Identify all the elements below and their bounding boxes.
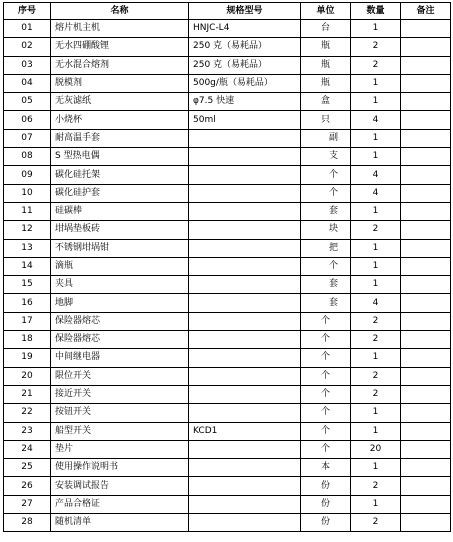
cell-unit: 个 — [301, 331, 351, 349]
cell-spec — [189, 257, 301, 275]
cell-no: 08 — [4, 148, 51, 166]
cell-note — [401, 148, 451, 166]
cell-qty: 2 — [351, 385, 401, 403]
cell-note — [401, 276, 451, 294]
cell-note — [401, 514, 451, 532]
cell-no: 10 — [4, 184, 51, 202]
cell-note — [401, 20, 451, 38]
cell-qty: 1 — [351, 422, 401, 440]
cell-note — [401, 404, 451, 422]
cell-name: 安装调试报告 — [51, 477, 189, 495]
table-header — [4, 3, 451, 20]
cell-name: 无水混合熔剂 — [51, 56, 189, 74]
cell-unit — [301, 221, 351, 239]
cell-name: 无灰滤纸 — [51, 93, 189, 111]
cell-qty: 1 — [351, 93, 401, 111]
cell-qty: 1 — [351, 276, 401, 294]
cell-note — [401, 74, 451, 92]
cell-qty: 2 — [351, 312, 401, 330]
cell-unit: 个 — [301, 312, 351, 330]
cell-no: 05 — [4, 93, 51, 111]
cell-unit: 个 — [301, 367, 351, 385]
cell-no: 03 — [4, 56, 51, 74]
cell-spec — [189, 221, 301, 239]
cell-note — [401, 257, 451, 275]
header-name: 名称 — [51, 3, 189, 20]
cell-note — [401, 166, 451, 184]
table-row — [4, 56, 451, 74]
cell-no: 26 — [4, 477, 51, 495]
cell-note — [401, 294, 451, 312]
header-note: 备注 — [401, 3, 451, 20]
cell-spec — [189, 148, 301, 166]
table-body — [4, 20, 451, 532]
cell-spec — [189, 440, 301, 458]
cell-spec: HNJC-L4 — [189, 20, 301, 38]
cell-name: 随机清单 — [51, 514, 189, 532]
table-row — [4, 495, 451, 513]
cell-name: 保险器熔芯 — [51, 331, 189, 349]
cell-note — [401, 56, 451, 74]
cell-spec — [189, 166, 301, 184]
cell-qty: 4 — [351, 294, 401, 312]
cell-qty: 1 — [351, 239, 401, 257]
unit-text: 个 — [328, 187, 338, 198]
cell-no: 18 — [4, 331, 51, 349]
cell-qty: 2 — [351, 331, 401, 349]
cell-unit — [301, 148, 351, 166]
cell-spec — [189, 477, 301, 495]
cell-name: 无水四硼酸锂 — [51, 38, 189, 56]
cell-spec: φ7.5 快速 — [189, 93, 301, 111]
cell-unit: 只 — [301, 111, 351, 129]
cell-qty: 2 — [351, 514, 401, 532]
cell-unit — [301, 202, 351, 220]
cell-spec — [189, 202, 301, 220]
table-row — [4, 129, 451, 147]
cell-unit: 瓶 — [301, 56, 351, 74]
cell-no: 09 — [4, 166, 51, 184]
table-row — [4, 514, 451, 532]
cell-unit — [301, 276, 351, 294]
cell-unit — [301, 239, 351, 257]
cell-unit: 个 — [301, 349, 351, 367]
cell-unit: 份 — [301, 495, 351, 513]
cell-note — [401, 477, 451, 495]
cell-qty: 1 — [351, 349, 401, 367]
header-row — [4, 3, 451, 20]
cell-qty: 1 — [351, 404, 401, 422]
cell-unit: 份 — [301, 477, 351, 495]
cell-spec: 250 克（易耗品） — [189, 38, 301, 56]
cell-spec — [189, 459, 301, 477]
table-row — [4, 74, 451, 92]
cell-qty: 2 — [351, 38, 401, 56]
cell-name: 垫片 — [51, 440, 189, 458]
cell-no: 13 — [4, 239, 51, 257]
cell-spec: 250 克（易耗品） — [189, 56, 301, 74]
table-row — [4, 477, 451, 495]
cell-note — [401, 331, 451, 349]
cell-name: 坩埚垫板砖 — [51, 221, 189, 239]
cell-note — [401, 111, 451, 129]
cell-name: 保险器熔芯 — [51, 312, 189, 330]
header-spec: 规格型号 — [189, 3, 301, 20]
unit-text: 支 — [328, 151, 338, 162]
cell-qty: 2 — [351, 221, 401, 239]
cell-qty: 4 — [351, 184, 401, 202]
cell-note — [401, 239, 451, 257]
cell-no: 28 — [4, 514, 51, 532]
cell-note — [401, 202, 451, 220]
cell-name: 脱模剂 — [51, 74, 189, 92]
cell-spec — [189, 367, 301, 385]
cell-name: 接近开关 — [51, 385, 189, 403]
table-row — [4, 184, 451, 202]
cell-qty: 1 — [351, 202, 401, 220]
cell-unit: 盒 — [301, 93, 351, 111]
cell-spec — [189, 331, 301, 349]
cell-no: 15 — [4, 276, 51, 294]
table-row — [4, 404, 451, 422]
cell-qty: 1 — [351, 257, 401, 275]
cell-no: 12 — [4, 221, 51, 239]
cell-name: 按钮开关 — [51, 404, 189, 422]
cell-name: 限位开关 — [51, 367, 189, 385]
cell-spec — [189, 312, 301, 330]
cell-unit: 个 — [301, 440, 351, 458]
cell-spec — [189, 239, 301, 257]
cell-note — [401, 312, 451, 330]
cell-unit — [301, 294, 351, 312]
cell-name: 耐高温手套 — [51, 129, 189, 147]
cell-name: 船型开关 — [51, 422, 189, 440]
unit-text: 个 — [328, 261, 338, 271]
cell-no: 07 — [4, 129, 51, 147]
cell-qty: 2 — [351, 56, 401, 74]
cell-note — [401, 440, 451, 458]
cell-unit: 份 — [301, 514, 351, 532]
cell-unit: 瓶 — [301, 74, 351, 92]
cell-qty: 1 — [351, 459, 401, 477]
cell-unit: 瓶 — [301, 38, 351, 56]
cell-name: 产品合格证 — [51, 495, 189, 513]
cell-spec: 500g/瓶（易耗品） — [189, 74, 301, 92]
table-row — [4, 166, 451, 184]
cell-unit — [301, 184, 351, 202]
cell-no: 17 — [4, 312, 51, 330]
table-row — [4, 20, 451, 38]
cell-unit — [301, 129, 351, 147]
cell-no: 11 — [4, 202, 51, 220]
cell-no: 27 — [4, 495, 51, 513]
table-row — [4, 312, 451, 330]
cell-note — [401, 38, 451, 56]
table-row — [4, 38, 451, 56]
table-row — [4, 422, 451, 440]
cell-no: 06 — [4, 111, 51, 129]
cell-spec — [189, 349, 301, 367]
cell-no: 25 — [4, 459, 51, 477]
cell-name: 地脚 — [51, 294, 189, 312]
cell-no: 04 — [4, 74, 51, 92]
cell-spec — [189, 184, 301, 202]
cell-note — [401, 459, 451, 477]
cell-qty: 1 — [351, 129, 401, 147]
table-row — [4, 367, 451, 385]
unit-text: 块 — [328, 224, 338, 235]
unit-text: 套 — [328, 297, 338, 308]
cell-no: 14 — [4, 257, 51, 275]
cell-unit: 台 — [301, 20, 351, 38]
table-row — [4, 459, 451, 477]
cell-qty: 2 — [351, 477, 401, 495]
header-unit: 单位 — [301, 3, 351, 20]
cell-name: 碳化硅托架 — [51, 166, 189, 184]
cell-name: 碳化硅护套 — [51, 184, 189, 202]
header-no: 序号 — [4, 3, 51, 20]
cell-qty: 4 — [351, 111, 401, 129]
table-row — [4, 276, 451, 294]
table-row — [4, 221, 451, 239]
cell-qty: 1 — [351, 20, 401, 38]
cell-note — [401, 129, 451, 147]
cell-note — [401, 367, 451, 385]
cell-no: 24 — [4, 440, 51, 458]
cell-qty: 20 — [351, 440, 401, 458]
cell-name: S 型热电偶 — [51, 148, 189, 166]
table-row — [4, 294, 451, 312]
cell-note — [401, 221, 451, 239]
cell-no: 20 — [4, 367, 51, 385]
cell-qty: 1 — [351, 148, 401, 166]
cell-note — [401, 184, 451, 202]
table-row — [4, 440, 451, 458]
unit-text: 把 — [328, 242, 338, 253]
cell-spec — [189, 495, 301, 513]
cell-name: 中间继电器 — [51, 349, 189, 367]
table-row — [4, 111, 451, 129]
unit-text: 套 — [328, 206, 338, 217]
cell-unit: 个 — [301, 404, 351, 422]
unit-text: 副 — [328, 132, 338, 143]
table-row — [4, 385, 451, 403]
packing-list-table — [3, 2, 451, 532]
cell-note — [401, 349, 451, 367]
cell-note — [401, 385, 451, 403]
unit-text: 个 — [328, 169, 338, 180]
table-row — [4, 257, 451, 275]
cell-spec: KCD1 — [189, 422, 301, 440]
table-row — [4, 202, 451, 220]
cell-no: 19 — [4, 349, 51, 367]
cell-spec — [189, 385, 301, 403]
cell-name: 使用操作说明书 — [51, 459, 189, 477]
table-row — [4, 349, 451, 367]
cell-spec — [189, 129, 301, 147]
cell-unit: 本 — [301, 459, 351, 477]
cell-unit — [301, 166, 351, 184]
cell-no: 21 — [4, 385, 51, 403]
cell-spec — [189, 404, 301, 422]
cell-spec — [189, 294, 301, 312]
cell-name: 夹具 — [51, 276, 189, 294]
cell-qty: 1 — [351, 495, 401, 513]
cell-unit: 个 — [301, 385, 351, 403]
cell-unit: 个 — [301, 422, 351, 440]
cell-no: 01 — [4, 20, 51, 38]
cell-note — [401, 422, 451, 440]
cell-qty: 4 — [351, 166, 401, 184]
cell-no: 22 — [4, 404, 51, 422]
cell-name: 不锈钢坩埚钳 — [51, 239, 189, 257]
table-row — [4, 331, 451, 349]
cell-name: 硅碳棒 — [51, 202, 189, 220]
cell-note — [401, 93, 451, 111]
cell-spec — [189, 276, 301, 294]
cell-note — [401, 495, 451, 513]
cell-spec — [189, 514, 301, 532]
header-qty: 数量 — [351, 3, 401, 20]
table-row — [4, 239, 451, 257]
unit-text: 套 — [328, 279, 338, 290]
cell-qty: 2 — [351, 367, 401, 385]
cell-spec: 50ml — [189, 111, 301, 129]
cell-name: 熔片机主机 — [51, 20, 189, 38]
cell-qty: 1 — [351, 74, 401, 92]
cell-no: 16 — [4, 294, 51, 312]
cell-unit — [301, 257, 351, 275]
cell-no: 02 — [4, 38, 51, 56]
table-row — [4, 148, 451, 166]
table-row — [4, 93, 451, 111]
cell-no: 23 — [4, 422, 51, 440]
cell-name: 小烧杯 — [51, 111, 189, 129]
cell-name: 滴瓶 — [51, 257, 189, 275]
